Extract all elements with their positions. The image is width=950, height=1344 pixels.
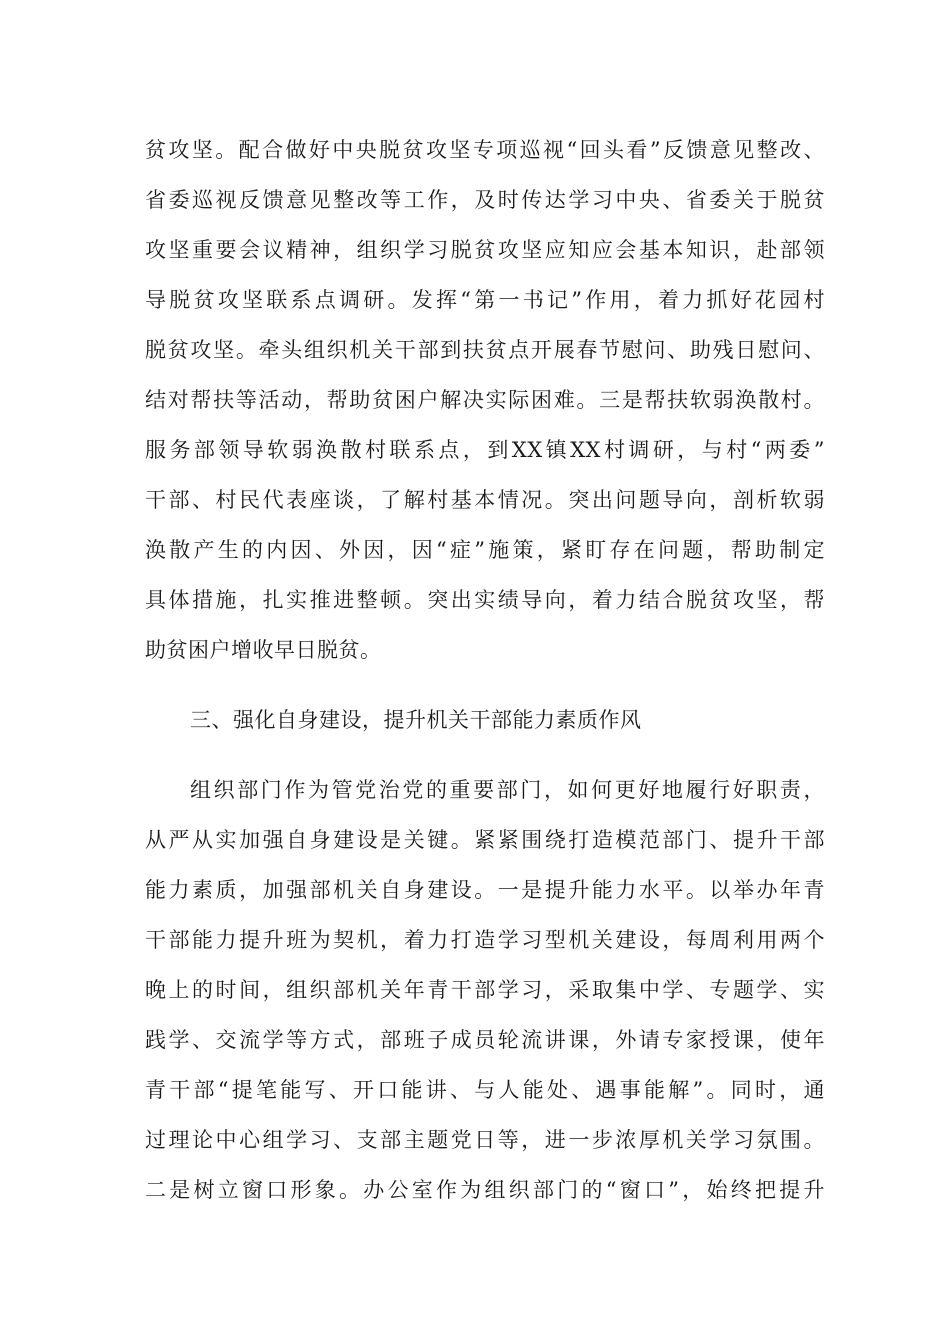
paragraph-2-line-2: 从严从实加强自身建设是关键。紧紧围绕打造模范部门、提升干部: [145, 828, 825, 852]
paragraph-1-line-6: 结对帮扶等活动，帮助贫困户解决实际困难。三是帮扶软弱涣散村。: [145, 388, 825, 412]
paragraph-2-line-1: 组织部门作为管党治党的重要部门，如何更好地履行好职责，: [190, 778, 825, 802]
paragraph-1-line-9: 涣散产生的内因、外因，因“症”施策，紧盯存在问题，帮助制定: [145, 538, 825, 562]
paragraph-2-line-8: 过理论中心组学习、支部主题党日等，进一步浓厚机关学习氛围。: [145, 1128, 825, 1152]
paragraph-2-line-6: 践学、交流学等方式，部班子成员轮流讲课，外请专家授课，使年: [145, 1028, 825, 1052]
paragraph-2-line-9: 二是树立窗口形象。办公室作为组织部门的“窗口”，始终把提升: [145, 1178, 825, 1202]
paragraph-2-line-7: 青干部“提笔能写、开口能讲、与人能处、遇事能解”。同时，通: [145, 1078, 825, 1102]
paragraph-1-line-2: 省委巡视反馈意见整改等工作，及时传达学习中央、省委关于脱贫: [145, 188, 825, 212]
paragraph-2-line-4: 干部能力提升班为契机，着力打造学习型机关建设，每周利用两个: [145, 928, 825, 952]
section-heading: 三、强化自身建设，提升机关干部能力素质作风: [190, 708, 642, 732]
paragraph-1-line-7: 服务部领导软弱涣散村联系点，到XX镇XX村调研，与村“两委”: [145, 438, 825, 462]
paragraph-1-line-11: 助贫困户增收早日脱贫。: [145, 638, 382, 662]
paragraph-2-line-5: 晚上的时间，组织部机关年青干部学习，采取集中学、专题学、实: [145, 978, 825, 1002]
paragraph-1-line-10: 具体措施，扎实推进整顿。突出实绩导向，着力结合脱贫攻坚，帮: [145, 588, 825, 612]
paragraph-1-line-4: 导脱贫攻坚联系点调研。发挥“第一书记”作用，着力抓好花园村: [145, 288, 825, 312]
paragraph-1-line-8: 干部、村民代表座谈，了解村基本情况。突出问题导向，剖析软弱: [145, 488, 825, 512]
paragraph-2-line-3: 能力素质，加强部机关自身建设。一是提升能力水平。以举办年青: [145, 878, 825, 902]
paragraph-1-line-5: 脱贫攻坚。牵头组织机关干部到扶贫点开展春节慰问、助残日慰问、: [145, 338, 825, 362]
paragraph-1-line-3: 攻坚重要会议精神，组织学习脱贫攻坚应知应会基本知识，赴部领: [145, 238, 825, 262]
paragraph-1-line-1: 贫攻坚。配合做好中央脱贫攻坚专项巡视“回头看”反馈意见整改、: [145, 138, 825, 162]
